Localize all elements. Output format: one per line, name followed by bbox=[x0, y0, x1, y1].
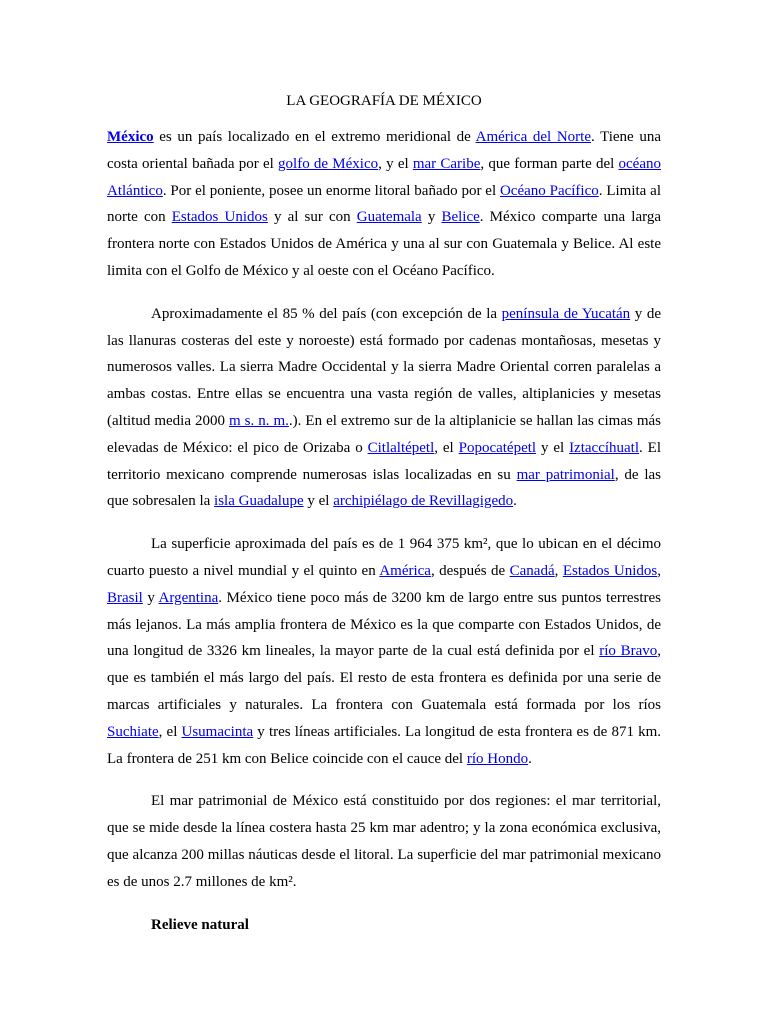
paragraph-text: .). En el extremo sur de la altiplanicie se hallan las cimas más elevadas de México: el pico de Orizaba o bbox=[107, 412, 661, 456]
hyperlink[interactable]: Suchiate bbox=[107, 723, 159, 740]
paragraph-text: . Tiene una costa oriental bañada por el bbox=[107, 129, 661, 172]
paragraph-text: es un país localizado en el extremo meridional de bbox=[153, 129, 476, 145]
hyperlink[interactable]: mar Caribe bbox=[412, 155, 481, 172]
paragraph-text: y tres líneas artificiales. La longitud de esta frontera es de 871 km. La frontera de 251 km con Belice coincide con el cauce del bbox=[107, 723, 662, 767]
hyperlink[interactable]: Guatemala bbox=[356, 209, 422, 226]
paragraph-text: y el bbox=[303, 493, 334, 510]
paragraph-text: y al sur con bbox=[267, 209, 357, 226]
hyperlink[interactable]: Argentina bbox=[158, 589, 219, 606]
hyperlink[interactable]: América del Norte bbox=[475, 129, 591, 145]
paragraph-text: . El territorio mexicano comprende numerosas islas localizadas en su bbox=[107, 439, 661, 483]
paragraph-text: . México comparte una larga frontera norte con Estados Unidos de América y una al sur con Guatemala y Belice. Al este limita con el Golfo de México y al oeste con el Océano Pacífico. bbox=[107, 209, 661, 279]
hyperlink[interactable]: Usumacinta bbox=[181, 723, 254, 740]
paragraph-text: , el bbox=[158, 723, 182, 740]
paragraph-text: El mar patrimonial de México está constituido por dos regiones: el mar territorial, que se mide desde la línea costera hasta 25 km mar adentro; y la zona económica exclusiva, que alcanza 200 millas náuticas desde el litoral. La superficie del mar patrimonial mexicano es de unos 2.7 millones de km². bbox=[107, 793, 661, 890]
paragraph-text: , bbox=[657, 562, 661, 579]
paragraph-1 bbox=[107, 124, 661, 285]
hyperlink[interactable]: río Hondo bbox=[466, 750, 529, 767]
hyperlink[interactable]: Canadá bbox=[509, 562, 555, 579]
hyperlink[interactable]: Popocatépetl bbox=[458, 439, 537, 456]
paragraph-text: y bbox=[421, 209, 442, 226]
document-body bbox=[107, 124, 661, 896]
paragraph-text: y bbox=[142, 589, 159, 606]
document-title: LA GEOGRAFÍA DE MÉXICO bbox=[286, 93, 482, 109]
hyperlink-label: México bbox=[107, 129, 154, 145]
section-heading: Relieve natural bbox=[151, 916, 249, 933]
paragraph-text: , de las que sobresalen la bbox=[107, 466, 662, 510]
hyperlink[interactable]: Estados Unidos bbox=[171, 209, 268, 226]
paragraph-text: . bbox=[528, 750, 532, 767]
paragraph-text: y de las llanuras costeras del este y noroeste) está formado por cadenas montañosas, mesetas y numerosos valles. La sierra Madre Occidental y la sierra Madre Oriental corren paralelas a ambas costas. Entre ellas se encuentra una vasta región de valles, altiplanicies y mesetas (altitud media 2000 bbox=[107, 305, 661, 429]
hyperlink[interactable]: península de Yucatán bbox=[501, 305, 631, 322]
paragraph-text: , el bbox=[434, 439, 459, 456]
document-page bbox=[107, 88, 661, 938]
hyperlink[interactable]: Brasil bbox=[107, 589, 143, 606]
hyperlink[interactable]: Belice bbox=[441, 209, 480, 226]
hyperlink[interactable]: isla Guadalupe bbox=[214, 493, 304, 510]
hyperlink[interactable]: archipiélago de Revillagigedo bbox=[333, 493, 514, 510]
paragraph-text: Aproximadamente el 85 % del país (con excepción de la bbox=[151, 305, 502, 322]
paragraph-text: , y el bbox=[378, 155, 413, 172]
hyperlink[interactable]: m s. n. m. bbox=[228, 412, 289, 429]
paragraph-text: , bbox=[554, 562, 563, 579]
hyperlink[interactable]: río Bravo bbox=[599, 643, 658, 660]
hyperlink[interactable]: mar patrimonial bbox=[516, 466, 615, 483]
paragraph-4 bbox=[107, 788, 661, 895]
paragraph-2 bbox=[107, 301, 661, 515]
paragraph-text: La superficie aproximada del país es de 1 964 375 km², que lo ubican en el décimo cuarto puesto a nivel mundial y el quinto en bbox=[107, 536, 661, 579]
paragraph-text: . bbox=[513, 493, 517, 510]
paragraph-text: , que forman parte del bbox=[480, 155, 619, 172]
hyperlink[interactable] bbox=[107, 129, 154, 145]
paragraph-text: . Por el poniente, posee un enorme litoral bañado por el bbox=[162, 182, 500, 199]
hyperlink[interactable]: Citlaltépetl bbox=[367, 439, 435, 456]
paragraph-text: , que es también el más largo del país. El resto de esta frontera es definida por una serie de marcas artificiales y naturales. La frontera con Guatemala está formada por los ríos bbox=[107, 643, 661, 713]
paragraph-3 bbox=[107, 531, 661, 772]
hyperlink[interactable]: Océano Pacífico bbox=[499, 182, 599, 199]
hyperlink[interactable]: América bbox=[379, 562, 431, 579]
hyperlink[interactable]: Iztaccíhuatl bbox=[569, 439, 640, 456]
paragraph-text: . Limita al norte con bbox=[107, 182, 661, 226]
hyperlink[interactable]: Estados Unidos bbox=[562, 562, 658, 579]
hyperlink[interactable]: océano Atlántico bbox=[107, 155, 661, 199]
paragraph-text: , después de bbox=[430, 562, 510, 579]
paragraph-text: y el bbox=[536, 439, 570, 456]
hyperlink[interactable]: golfo de México bbox=[278, 155, 379, 172]
paragraph-text: . México tiene poco más de 3200 km de largo entre sus puntos terrestres más lejanos. La más amplia frontera de México es la que comparte con Estados Unidos, de una longitud de 3326 km lineales, la mayor parte de la cual está definida por el bbox=[107, 589, 661, 660]
